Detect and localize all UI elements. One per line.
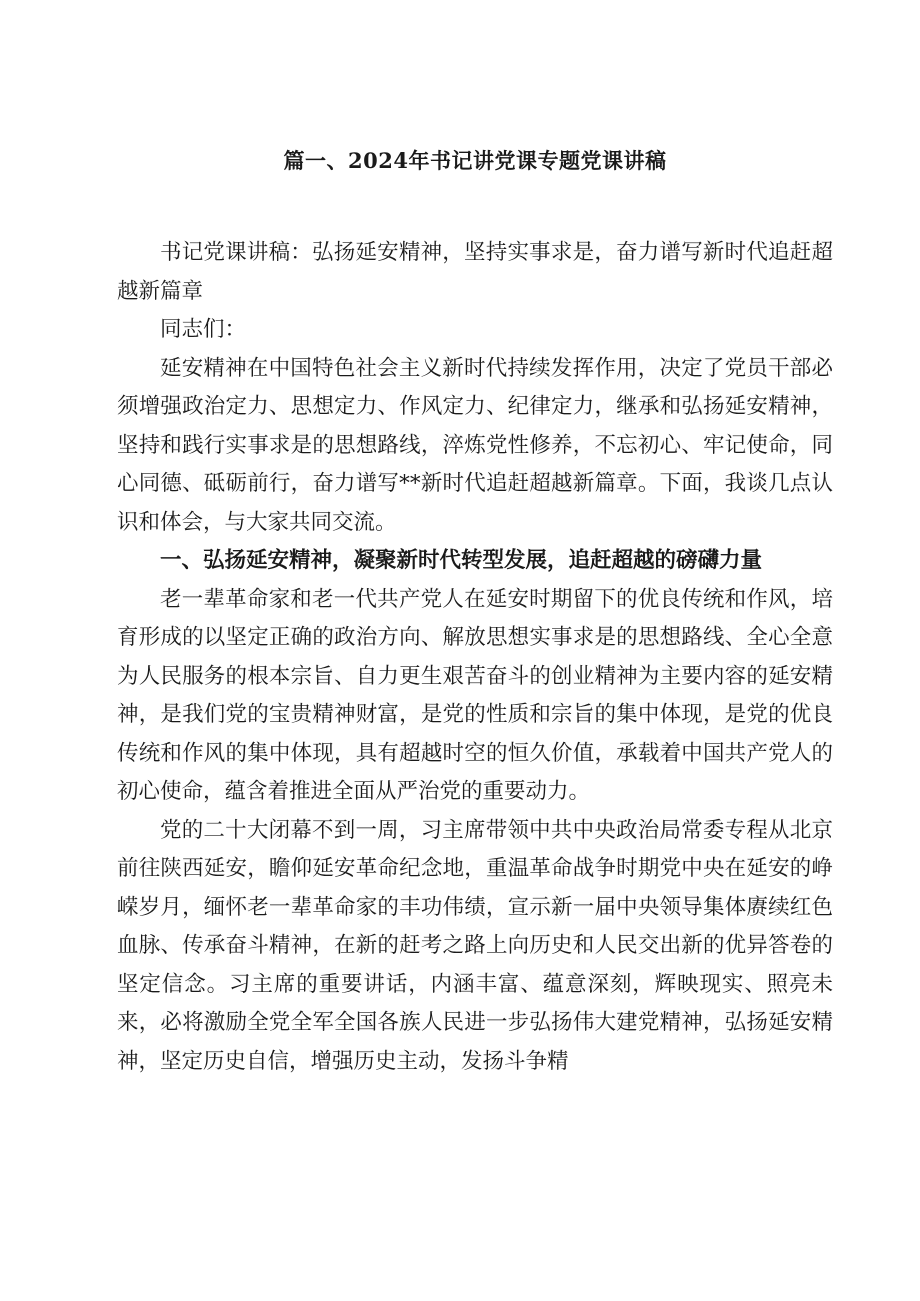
subtitle-paragraph: 书记党课讲稿：弘扬延安精神，坚持实事求是，奋力谱写新时代追赶超越新篇章	[117, 240, 833, 304]
section-heading: 一、弘扬延安精神，凝聚新时代转型发展，追赶超越的磅礴力量	[160, 548, 763, 573]
body-paragraph: 延安精神在中国特色社会主义新时代持续发挥作用，决定了党员干部必须增强政治定力、思想定力、作风定力、纪律定力，继承和弘扬延安精神，坚持和践行实事求是的思想路线，淬炼党性修养，不忘初心、牢记使命，同心同德、砥砺前行，奋力谱写**新时代追赶超越新篇章。下面，我谈几点认识和体会，与大家共同交流。	[117, 355, 833, 535]
document-title: 篇一、2024年书记讲党课专题党课讲稿	[283, 148, 667, 173]
salutation-paragraph: 同志们：	[160, 317, 247, 342]
body-paragraph: 党的二十大闭幕不到一周，习主席带领中共中央政治局常委专程从北京前往陕西延安，瞻仰延安革命纪念地，重温革命战争时期党中央在延安的峥嵘岁月，缅怀老一辈革命家的丰功伟绩，宣示新一届中央领导集体赓续红色血脉、传承奋斗精神，在新的赶考之路上向历史和人民交出新的优异答卷的坚定信念。习主席的重要讲话，内涵丰富、蕴意深刻，辉映现实、照亮未来，必将激励全党全军全国各族人民进一步弘扬伟大建党精神，弘扬延安精神，坚定历史自信，增强历史主动，发扬斗争精	[117, 817, 833, 1074]
document-body	[117, 234, 833, 1081]
body-paragraph: 老一辈革命家和老一代共产党人在延安时期留下的优良传统和作风，培育形成的以坚定正确的政治方向、解放思想实事求是的思想路线、全心全意为人民服务的根本宗旨、自力更生艰苦奋斗的创业精神为主要内容的延安精神，是我们党的宝贵精神财富，是党的性质和宗旨的集中体现，是党的优良传统和作风的集中体现，具有超越时空的恒久价值，承载着中国共产党人的初心使命，蕴含着推进全面从严治党的重要动力。	[117, 586, 833, 804]
